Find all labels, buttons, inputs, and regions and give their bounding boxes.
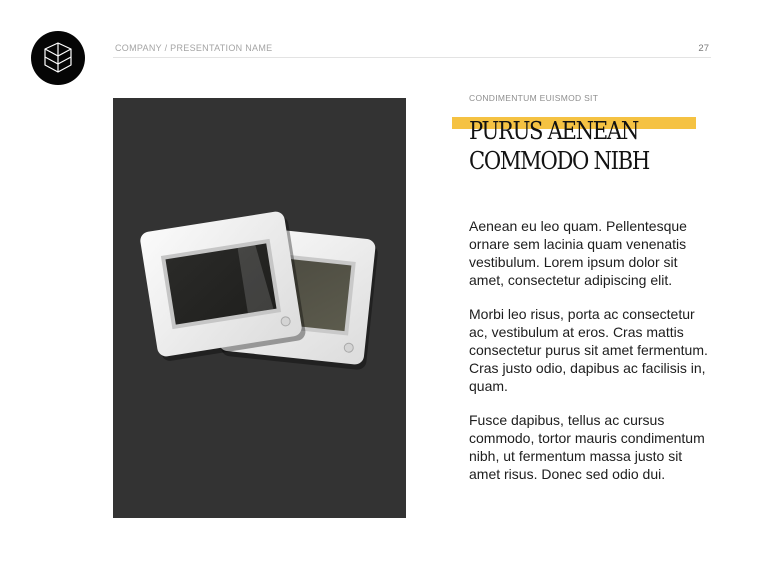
body-paragraph-1: Aenean eu leo quam. Pellentesque ornare sem lacinia quam venenatis vestibulum. Lorem ipsum dolor sit amet, consectetur adipiscing elit. [469,218,687,288]
section-kicker: CONDIMENTUM EUISMOD SIT [469,93,599,103]
front-slide-mount [139,210,307,363]
slide-mounts-photo [113,98,406,518]
company-logo [31,31,85,85]
body-paragraph-2: Morbi leo risus, porta ac consectetur ac, vestibulum at eros. Cras mattis consectetur purus sit amet fermentum. Cras justo odio, dapibus ac facilisis in, quam. [469,306,708,394]
cube-icon [31,31,85,85]
presentation-name: COMPANY / PRESENTATION NAME [115,43,273,53]
page-number: 27 [698,43,709,54]
header-divider [113,57,711,58]
headline-line-1: PURUS AENEAN [469,117,638,145]
body-paragraph-3: Fusce dapibus, tellus ac cursus commodo, tortor mauris condimentum nibh, ut fermentum massa justo sit amet risus. Donec sed odio dui. [469,412,705,482]
slide-headline [469,116,707,176]
headline-line-2: COMMODO NIBH [469,147,649,175]
